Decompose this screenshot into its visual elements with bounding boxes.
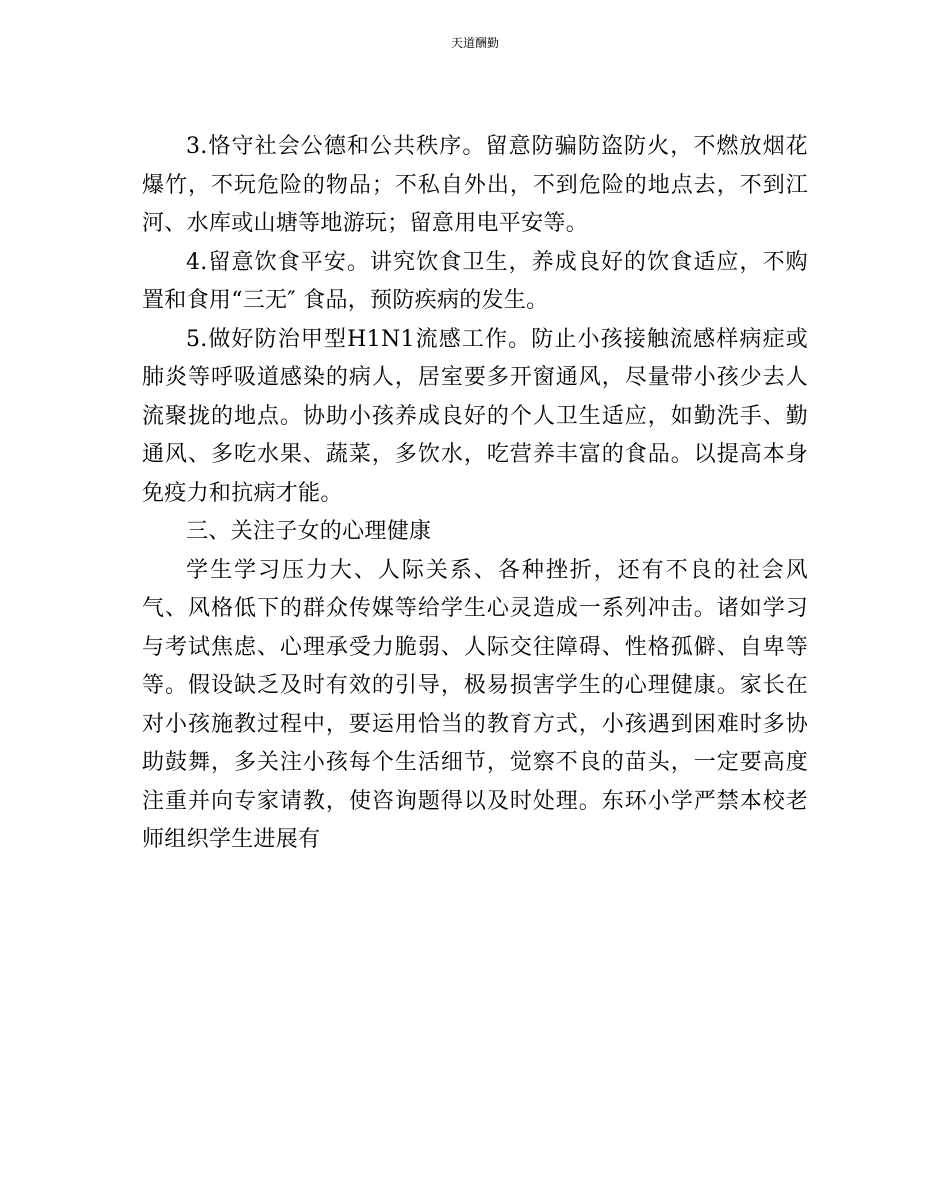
paragraph-mental-health: 学生学习压力大、人际关系、各种挫折，还有不良的社会风气、风格低下的群众传媒等给学生心灵造成一系列冲击。诸如学习与考试焦虑、心理承受力脆弱、人际交往障碍、性格孤僻、自卑等等。假设缺乏及时有效的引导，极易损害学生的心理健康。家长在对小孩施教过程中，要运用恰当的教育方式，小孩遇到困难时多协助鼓舞，多关注小孩每个生活细节，觉察不良的苗头，一定要高度注重并向专家请教，使咨询题得以及时处理。东环小学严禁本校老师组织学生进展有 bbox=[142, 557, 808, 852]
document-body bbox=[142, 128, 808, 860]
paragraph-food-safety: 4.留意饮食平安。讲究饮食卫生，养成良好的饮食适应，不购置和食用“三无″ 食品，预防疾病的发生。 bbox=[142, 249, 808, 313]
paragraph-flu-prevention: 5.做好防治甲型H1N1流感工作。防止小孩接触流感样病症或肺炎等呼吸道感染的病人，居室要多开窗通风，尽量带小孩少去人流聚拢的地点。协助小孩养成良好的个人卫生适应，如勤洗手、勤通风、多吃水果、蔬菜，多饮水，吃营养丰富的食品。以提高本身免疫力和抗病才能。 bbox=[142, 326, 808, 506]
page-header: 天道酬勤 bbox=[450, 36, 499, 50]
paragraph-safety-rules: 3.恪守社会公德和公共秩序。留意防骗防盗防火，不燃放烟花爆竹，不玩危险的物品；不私自外出，不到危险的地点去，不到江河、水库或山塘等地游玩；留意用电平安等。 bbox=[142, 134, 808, 236]
section-heading-mental-health: 三、关注子女的心理健康 bbox=[186, 519, 432, 544]
